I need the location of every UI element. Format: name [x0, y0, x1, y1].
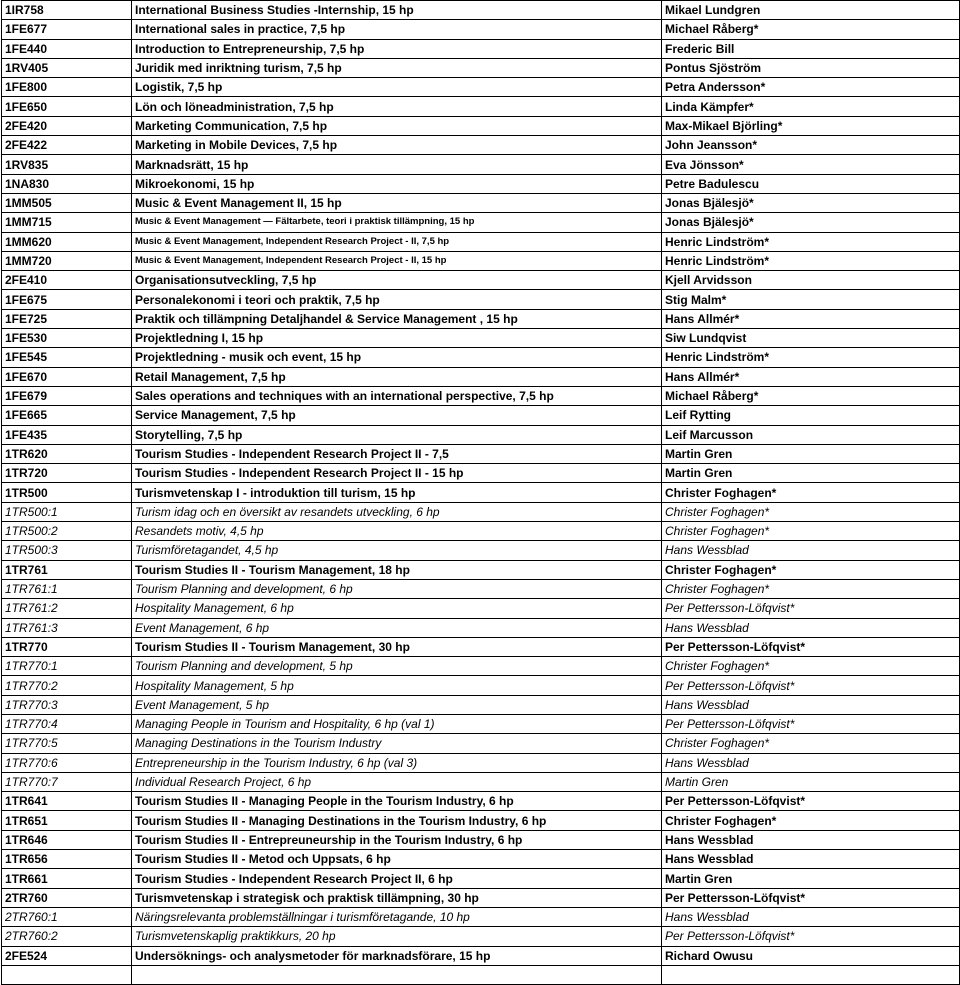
- course-name-cell: Projektledning I, 15 hp: [132, 329, 662, 348]
- table-row: [2, 888, 960, 907]
- course-code-cell: 1MM720: [2, 251, 132, 270]
- table-row: [2, 348, 960, 367]
- table-row: [2, 174, 960, 193]
- course-code-cell: 1TR761:2: [2, 599, 132, 618]
- teacher-cell: Henric Lindström*: [662, 232, 960, 251]
- table-row: [2, 579, 960, 598]
- table-row: [2, 637, 960, 656]
- course-name-cell: Event Management, 6 hp: [132, 618, 662, 637]
- table-row: [2, 714, 960, 733]
- course-name-cell: Managing People in Tourism and Hospitality, 6 hp (val 1): [132, 714, 662, 733]
- table-row: [2, 406, 960, 425]
- table-row: [2, 39, 960, 58]
- table-row: [2, 444, 960, 463]
- teacher-cell: Martin Gren: [662, 464, 960, 483]
- table-row: [2, 58, 960, 77]
- table-row: [2, 213, 960, 232]
- teacher-cell: Hans Allmér*: [662, 367, 960, 386]
- teacher-cell: Linda Kämpfer*: [662, 97, 960, 116]
- course-name-cell: Hospitality Management, 6 hp: [132, 599, 662, 618]
- teacher-cell: Henric Lindström*: [662, 251, 960, 270]
- teacher-cell: Michael Råberg*: [662, 386, 960, 405]
- course-code-cell: 1TR661: [2, 869, 132, 888]
- course-code-cell: 1MM505: [2, 193, 132, 212]
- table-row: [2, 309, 960, 328]
- table-row: [2, 483, 960, 502]
- course-name-cell: Event Management, 5 hp: [132, 695, 662, 714]
- table-row: [2, 850, 960, 869]
- course-code-cell: 1FE440: [2, 39, 132, 58]
- course-code-cell: 1TR651: [2, 811, 132, 830]
- course-code-cell: 1TR500:3: [2, 541, 132, 560]
- table-row: [2, 869, 960, 888]
- table-row: [2, 136, 960, 155]
- course-code-cell: 1TR761: [2, 560, 132, 579]
- teacher-cell: Per Pettersson-Löfqvist*: [662, 792, 960, 811]
- course-name-cell: Tourism Studies II - Tourism Management, 18 hp: [132, 560, 662, 579]
- course-name-cell: Personalekonomi i teori och praktik, 7,5 hp: [132, 290, 662, 309]
- table-row: [2, 367, 960, 386]
- teacher-cell: Leif Marcusson: [662, 425, 960, 444]
- teacher-cell: Pontus Sjöström: [662, 58, 960, 77]
- course-name-cell: Undersöknings- och analysmetoder för marknadsförare, 15 hp: [132, 946, 662, 965]
- table-row: [2, 522, 960, 541]
- course-name-cell: Retail Management, 7,5 hp: [132, 367, 662, 386]
- teacher-cell: Max-Mikael Björling*: [662, 116, 960, 135]
- teacher-cell: Hans Wessblad: [662, 695, 960, 714]
- table-row: [2, 541, 960, 560]
- course-code-cell: 1FE530: [2, 329, 132, 348]
- course-name-cell: Turism idag och en översikt av resandets utveckling, 6 hp: [132, 502, 662, 521]
- table-row: [2, 734, 960, 753]
- course-name-cell: Music & Event Management, Independent Research Project - II, 15 hp: [132, 251, 662, 270]
- table-row: [2, 464, 960, 483]
- course-code-cell: 1FE677: [2, 20, 132, 39]
- course-code-cell: 1TR500: [2, 483, 132, 502]
- teacher-cell: Per Pettersson-Löfqvist*: [662, 637, 960, 656]
- course-code-cell: 1FE545: [2, 348, 132, 367]
- course-name-cell: Juridik med inriktning turism, 7,5 hp: [132, 58, 662, 77]
- table-row: [2, 271, 960, 290]
- course-code-cell: 1FE435: [2, 425, 132, 444]
- course-code-cell: 1TR770:5: [2, 734, 132, 753]
- teacher-cell: Kjell Arvidsson: [662, 271, 960, 290]
- teacher-cell: Hans Wessblad: [662, 850, 960, 869]
- course-name-cell: Tourism Studies - Independent Research Project II - 15 hp: [132, 464, 662, 483]
- course-name-cell: Hospitality Management, 5 hp: [132, 676, 662, 695]
- table-row: [2, 20, 960, 39]
- table-row: [2, 193, 960, 212]
- course-code-cell: 1TR770:7: [2, 772, 132, 791]
- course-name-cell: Näringsrelevanta problemställningar i turismföretagande, 10 hp: [132, 907, 662, 926]
- course-name-cell: Tourism Studies II - Managing Destinations in the Tourism Industry, 6 hp: [132, 811, 662, 830]
- course-name-cell: Turismvetenskap i strategisk och praktisk tillämpning, 30 hp: [132, 888, 662, 907]
- table-row: [2, 1, 960, 20]
- teacher-cell: Henric Lindström*: [662, 348, 960, 367]
- course-name-cell: Resandets motiv, 4,5 hp: [132, 522, 662, 541]
- course-code-cell: 2TR760: [2, 888, 132, 907]
- course-code-cell: 1FE725: [2, 309, 132, 328]
- table-row: [2, 618, 960, 637]
- teacher-cell: Per Pettersson-Löfqvist*: [662, 714, 960, 733]
- table-row: [2, 97, 960, 116]
- course-code-cell: 1TR770:6: [2, 753, 132, 772]
- course-name-cell: Turismvetenskap I - introduktion till turism, 15 hp: [132, 483, 662, 502]
- teacher-cell: Martin Gren: [662, 869, 960, 888]
- course-code-cell: 1FE670: [2, 367, 132, 386]
- course-code-cell: 1FE650: [2, 97, 132, 116]
- table-row: [2, 560, 960, 579]
- table-row: [2, 251, 960, 270]
- course-code-cell: 1TR770: [2, 637, 132, 656]
- course-code-cell: 1RV835: [2, 155, 132, 174]
- teacher-cell: Petre Badulescu: [662, 174, 960, 193]
- course-code-cell: 1TR620: [2, 444, 132, 463]
- course-code-cell: 1MM715: [2, 213, 132, 232]
- course-name-cell: Tourism Studies II - Entrepreuneurship in the Tourism Industry, 6 hp: [132, 830, 662, 849]
- course-name-cell: Turismföretagandet, 4,5 hp: [132, 541, 662, 560]
- teacher-cell: Hans Allmér*: [662, 309, 960, 328]
- table-row: [2, 425, 960, 444]
- course-name-cell: Managing Destinations in the Tourism Industry: [132, 734, 662, 753]
- course-code-cell: 1NA830: [2, 174, 132, 193]
- table-row: [2, 155, 960, 174]
- teacher-cell: Christer Foghagen*: [662, 579, 960, 598]
- table-row: [2, 676, 960, 695]
- table-row: [2, 792, 960, 811]
- course-code-cell: 1FE800: [2, 78, 132, 97]
- course-code-cell: 1TR761:3: [2, 618, 132, 637]
- table-row: [2, 811, 960, 830]
- teacher-cell: Eva Jönsson*: [662, 155, 960, 174]
- course-code-cell: 1TR641: [2, 792, 132, 811]
- course-name-cell: Entrepreneurship in the Tourism Industry, 6 hp (val 3): [132, 753, 662, 772]
- course-name-cell: Tourism Studies - Independent Research Project II - 7,5: [132, 444, 662, 463]
- table-row: [2, 830, 960, 849]
- course-code-cell: 1TR770:1: [2, 657, 132, 676]
- teacher-cell: Stig Malm*: [662, 290, 960, 309]
- course-name-cell: Projektledning - musik och event, 15 hp: [132, 348, 662, 367]
- teacher-cell: Hans Wessblad: [662, 618, 960, 637]
- teacher-cell: Christer Foghagen*: [662, 560, 960, 579]
- teacher-cell: Michael Råberg*: [662, 20, 960, 39]
- course-name-cell: Marketing Communication, 7,5 hp: [132, 116, 662, 135]
- course-name-cell: Praktik och tillämpning Detaljhandel & Service Management , 15 hp: [132, 309, 662, 328]
- course-code-cell: 2FE410: [2, 271, 132, 290]
- table-row: [2, 329, 960, 348]
- course-code-cell: 1TR500:1: [2, 502, 132, 521]
- teacher-cell: Christer Foghagen*: [662, 483, 960, 502]
- course-name-cell: Marknadsrätt, 15 hp: [132, 155, 662, 174]
- table-row: [2, 116, 960, 135]
- teacher-cell: Christer Foghagen*: [662, 502, 960, 521]
- course-name-cell: International Business Studies -Internship, 15 hp: [132, 1, 662, 20]
- course-name-cell: Tourism Planning and development, 5 hp: [132, 657, 662, 676]
- course-code-cell: 1TR656: [2, 850, 132, 869]
- table-row: [2, 232, 960, 251]
- teacher-cell: Hans Wessblad: [662, 753, 960, 772]
- table-row: [2, 772, 960, 791]
- course-code-cell: 1FE675: [2, 290, 132, 309]
- course-code-cell: 2TR760:1: [2, 907, 132, 926]
- teacher-cell: Hans Wessblad: [662, 830, 960, 849]
- course-code-cell: 1TR720: [2, 464, 132, 483]
- table-row: [2, 386, 960, 405]
- table-row: [2, 657, 960, 676]
- course-name-cell: Sales operations and techniques with an international perspective, 7,5 hp: [132, 386, 662, 405]
- teacher-cell: Christer Foghagen*: [662, 657, 960, 676]
- teacher-cell: Frederic Bill: [662, 39, 960, 58]
- course-name-cell: Individual Research Project, 6 hp: [132, 772, 662, 791]
- course-name-cell: Storytelling, 7,5 hp: [132, 425, 662, 444]
- teacher-cell: Martin Gren: [662, 772, 960, 791]
- teacher-cell: Per Pettersson-Löfqvist*: [662, 676, 960, 695]
- course-code-cell: 1TR646: [2, 830, 132, 849]
- course-code-cell: 2FE420: [2, 116, 132, 135]
- course-name-cell: Introduction to Entrepreneurship, 7,5 hp: [132, 39, 662, 58]
- course-code-cell: 2FE524: [2, 946, 132, 965]
- teacher-cell: Hans Wessblad: [662, 541, 960, 560]
- course-name-cell: Lön och löneadministration, 7,5 hp: [132, 97, 662, 116]
- course-name-cell: Marketing in Mobile Devices, 7,5 hp: [132, 136, 662, 155]
- teacher-cell: John Jeansson*: [662, 136, 960, 155]
- table-row: [2, 599, 960, 618]
- teacher-cell: Per Pettersson-Löfqvist*: [662, 927, 960, 946]
- course-name-cell: Tourism Studies - Independent Research Project II, 6 hp: [132, 869, 662, 888]
- course-name-cell: International sales in practice, 7,5 hp: [132, 20, 662, 39]
- table-row: [2, 753, 960, 772]
- teacher-cell: Siw Lundqvist: [662, 329, 960, 348]
- course-code-cell: 1RV405: [2, 58, 132, 77]
- table-row: [2, 946, 960, 965]
- teacher-cell: Richard Owusu: [662, 946, 960, 965]
- table-row: [2, 502, 960, 521]
- course-name-cell: Tourism Studies II - Tourism Management, 30 hp: [132, 637, 662, 656]
- teacher-cell: Per Pettersson-Löfqvist*: [662, 888, 960, 907]
- course-code-cell: 1TR500:2: [2, 522, 132, 541]
- course-name-cell: Organisationsutveckling, 7,5 hp: [132, 271, 662, 290]
- course-name-cell: Service Management, 7,5 hp: [132, 406, 662, 425]
- table-row: [2, 695, 960, 714]
- teacher-cell: Hans Wessblad: [662, 907, 960, 926]
- teacher-cell: Mikael Lundgren: [662, 1, 960, 20]
- table-row: [2, 290, 960, 309]
- teacher-cell: Per Pettersson-Löfqvist*: [662, 599, 960, 618]
- course-table-body: [2, 1, 960, 985]
- teacher-cell: Martin Gren: [662, 444, 960, 463]
- course-code-cell: 1MM620: [2, 232, 132, 251]
- course-name-cell: Tourism Planning and development, 6 hp: [132, 579, 662, 598]
- course-code-cell: 2FE422: [2, 136, 132, 155]
- teacher-cell: Jonas Bjälesjö*: [662, 193, 960, 212]
- teacher-cell: Jonas Bjälesjö*: [662, 213, 960, 232]
- course-name-cell: Logistik, 7,5 hp: [132, 78, 662, 97]
- course-code-cell: 1FE665: [2, 406, 132, 425]
- table-row: [2, 927, 960, 946]
- course-name-cell: Mikroekonomi, 15 hp: [132, 174, 662, 193]
- course-name-cell: Turismvetenskaplig praktikkurs, 20 hp: [132, 927, 662, 946]
- course-code-cell: 1TR770:4: [2, 714, 132, 733]
- course-name-cell: Music & Event Management — Fältarbete, teori i praktisk tillämpning, 15 hp: [132, 213, 662, 232]
- table-row: [2, 78, 960, 97]
- teacher-cell: Leif Rytting: [662, 406, 960, 425]
- teacher-cell: Christer Foghagen*: [662, 811, 960, 830]
- course-code-cell: 1TR761:1: [2, 579, 132, 598]
- course-code-cell: 2TR760:2: [2, 927, 132, 946]
- course-name-cell: Music & Event Management II, 15 hp: [132, 193, 662, 212]
- teacher-cell: Christer Foghagen*: [662, 734, 960, 753]
- course-code-cell: 1IR758: [2, 1, 132, 20]
- course-table: [1, 0, 960, 985]
- course-code-cell: 1FE679: [2, 386, 132, 405]
- course-name-cell: Music & Event Management, Independent Research Project - II, 7,5 hp: [132, 232, 662, 251]
- course-name-cell: Tourism Studies II - Metod och Uppsats, 6 hp: [132, 850, 662, 869]
- course-code-cell: 1TR770:2: [2, 676, 132, 695]
- teacher-cell: Petra Andersson*: [662, 78, 960, 97]
- course-name-cell: Tourism Studies II - Managing People in the Tourism Industry, 6 hp: [132, 792, 662, 811]
- teacher-cell: Christer Foghagen*: [662, 522, 960, 541]
- course-code-cell: 1TR770:3: [2, 695, 132, 714]
- table-row: [2, 907, 960, 926]
